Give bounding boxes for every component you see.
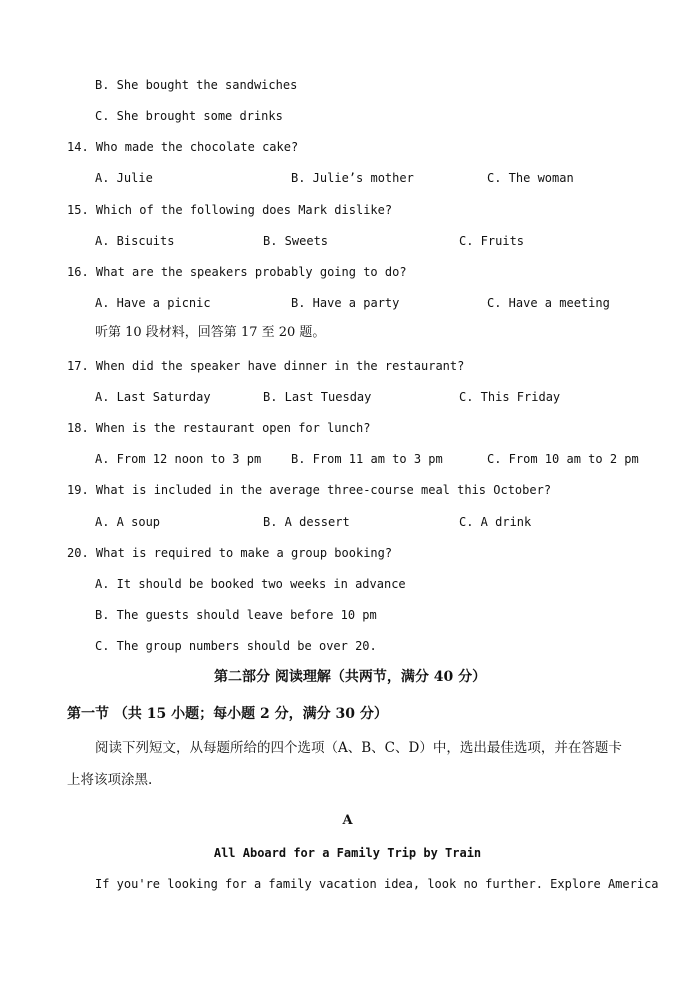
passage-first-line: If you're looking for a family vacation idea, look no further. Explore America	[95, 877, 659, 891]
listening-instruction: 听第 10 段材料，回答第 17 至 20 题。	[95, 325, 326, 340]
q17-option-c: C. This Friday	[459, 390, 561, 404]
q18-stem: 18. When is the restaurant open for lunch?	[67, 421, 371, 435]
q19-stem: 19. What is included in the average three-course meal this October?	[67, 483, 552, 497]
part-two-title: 第二部分 阅读理解（共两节，满分 40 分）	[214, 669, 487, 685]
q20-option-b: B. The guests should leave before 10 pm	[95, 608, 377, 622]
q20-option-c: C. The group numbers should be over 20.	[95, 639, 377, 653]
q14-stem: 14. Who made the chocolate cake?	[67, 140, 299, 154]
reading-instruction-line1: 阅读下列短文，从每题所给的四个选项（A、B、C、D）中，选出最佳选项，并在答题卡	[95, 740, 622, 756]
q18-option-b: B. From 11 am to 3 pm	[291, 452, 443, 466]
q16-option-a: A. Have a picnic	[95, 296, 211, 310]
q15-option-a: A. Biscuits	[95, 234, 175, 248]
q18-option-a: A. From 12 noon to 3 pm	[95, 452, 262, 466]
q16-stem: 16. What are the speakers probably going to do?	[67, 265, 407, 279]
q15-option-b: B. Sweets	[263, 234, 329, 248]
q20-option-a: A. It should be booked two weeks in advance	[95, 577, 406, 591]
q19-option-a: A. A soup	[95, 515, 161, 529]
q17-stem: 17. When did the speaker have dinner in the restaurant?	[67, 359, 465, 373]
q17-option-a: A. Last Saturday	[95, 390, 211, 404]
q16-option-c: C. Have a meeting	[487, 296, 610, 310]
q13-option-b: B. She bought the sandwiches	[95, 78, 298, 92]
passage-letter: A	[342, 813, 353, 828]
q15-option-c: C. Fruits	[459, 234, 525, 248]
section-one-title: 第一节 （共 15 小题；每小题 2 分，满分 30 分）	[67, 706, 388, 722]
q19-option-b: B. A dessert	[263, 515, 350, 529]
q14-option-a: A. Julie	[95, 171, 153, 185]
passage-title: All Aboard for a Family Trip by Train	[213, 846, 482, 860]
reading-instruction-line2: 上将该项涂黑.	[67, 772, 153, 788]
q15-stem: 15. Which of the following does Mark dislike?	[67, 203, 393, 217]
q14-option-b: B. Julie’s mother	[291, 171, 414, 185]
q17-option-b: B. Last Tuesday	[263, 390, 372, 404]
q20-stem: 20. What is required to make a group booking?	[67, 546, 393, 560]
q18-option-c: C. From 10 am to 2 pm	[487, 452, 639, 466]
q14-option-c: C. The woman	[487, 171, 574, 185]
q13-option-c: C. She brought some drinks	[95, 109, 283, 123]
q19-option-c: C. A drink	[459, 515, 532, 529]
q16-option-b: B. Have a party	[291, 296, 400, 310]
